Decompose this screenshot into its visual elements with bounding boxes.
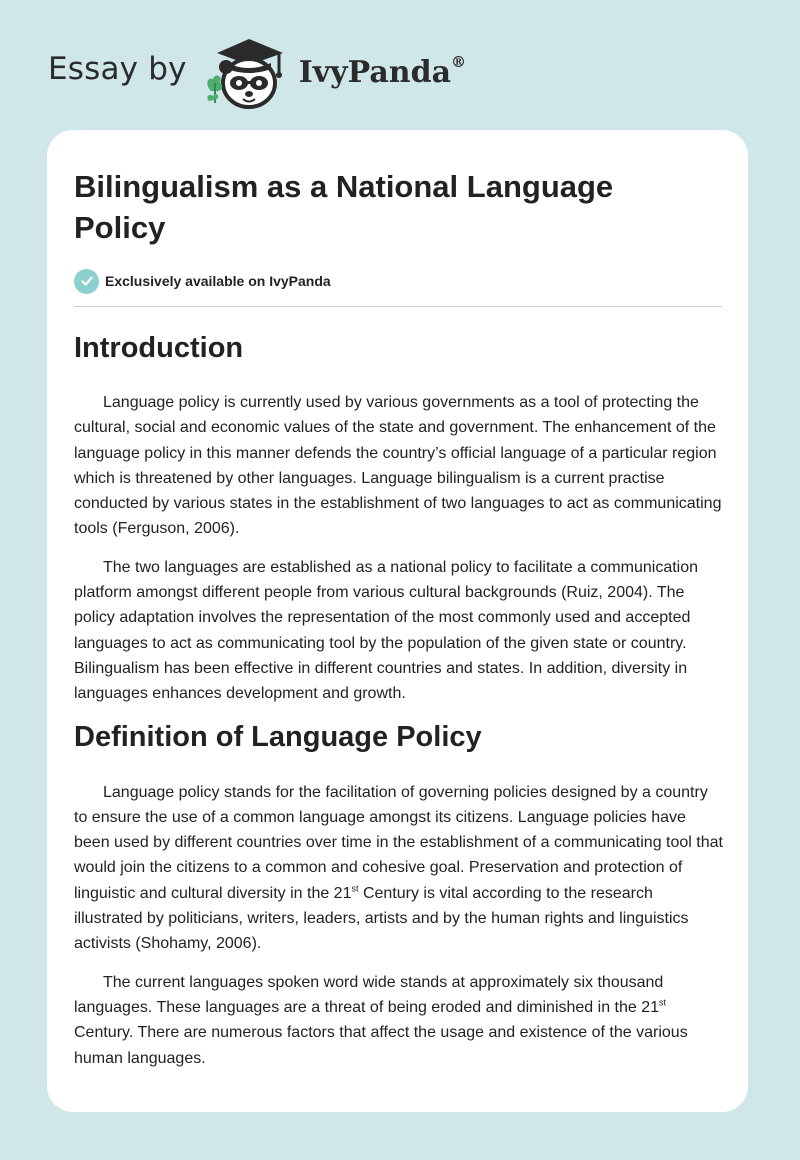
registered-mark: ® bbox=[451, 52, 467, 71]
paragraph: Language policy is currently used by various governments as a tool of protecting the cultural, social and economic values of the state and government. The enhancement of the language policy in this manner defends the country’s official language of a particular region which is threatened by other languages. Language bilingualism is a current practise conducted by various states in the establishment of two languages to act as communicating tools (Ferguson, 2006). bbox=[74, 394, 722, 538]
divider bbox=[74, 306, 722, 307]
essay-by-label: Essay by bbox=[48, 51, 187, 87]
brand-name[interactable] bbox=[298, 52, 467, 90]
paragraph-text: The current languages spoken word wide stands at approximately six thousand languages. These languages are a threat of being eroded and diminished in the 21 bbox=[74, 973, 664, 1016]
exclusive-badge bbox=[74, 268, 721, 294]
site-header bbox=[48, 30, 466, 116]
paragraph-text: Century is vital according to the research illustrated by politicians, writers, leaders, artists and by the human rights and linguistics activists (Shohamy, 2006). bbox=[74, 884, 689, 953]
essay-title: Bilingualism as a National Language Policy bbox=[74, 169, 614, 245]
paragraph: The two languages are established as a national policy to facilitate a communication platform amongst different people from various cultural backgrounds (Ruiz, 2004). The policy adaptation involves the representation of the most commonly used and accepted languages to act as communicating tool by the population of the given state or country. Bilingualism has been effective in different countries and states. In addition, diversity in languages enhances development and growth. bbox=[74, 558, 699, 703]
paragraph-text: Century. There are numerous factors that affect the usage and existence of the various human languages. bbox=[74, 1024, 688, 1067]
paragraph bbox=[74, 780, 724, 957]
check-circle-icon bbox=[74, 269, 99, 294]
section-heading-definition: Definition of Language Policy bbox=[74, 720, 482, 753]
essay-card bbox=[47, 130, 748, 1112]
ordinal-suffix: st bbox=[659, 997, 667, 1008]
panda-graduate-icon[interactable] bbox=[201, 33, 293, 113]
ordinal-suffix: st bbox=[351, 883, 359, 894]
section-heading-introduction: Introduction bbox=[74, 332, 244, 364]
paragraph bbox=[74, 970, 724, 1071]
brand-name-text: IvyPanda bbox=[298, 54, 452, 90]
exclusive-label: Exclusively available on IvyPanda bbox=[105, 273, 331, 289]
paragraph-text: Language policy stands for the facilitation of governing policies designed by a country to ensure the use of a common language amongst its citizens. Language policies have been used by different countries over time in the establishment of a communicating tool that would join the citizens to a common and cohesive goal. Preservation and protection of linguistic and cultural diversity in the 21 bbox=[74, 783, 723, 902]
